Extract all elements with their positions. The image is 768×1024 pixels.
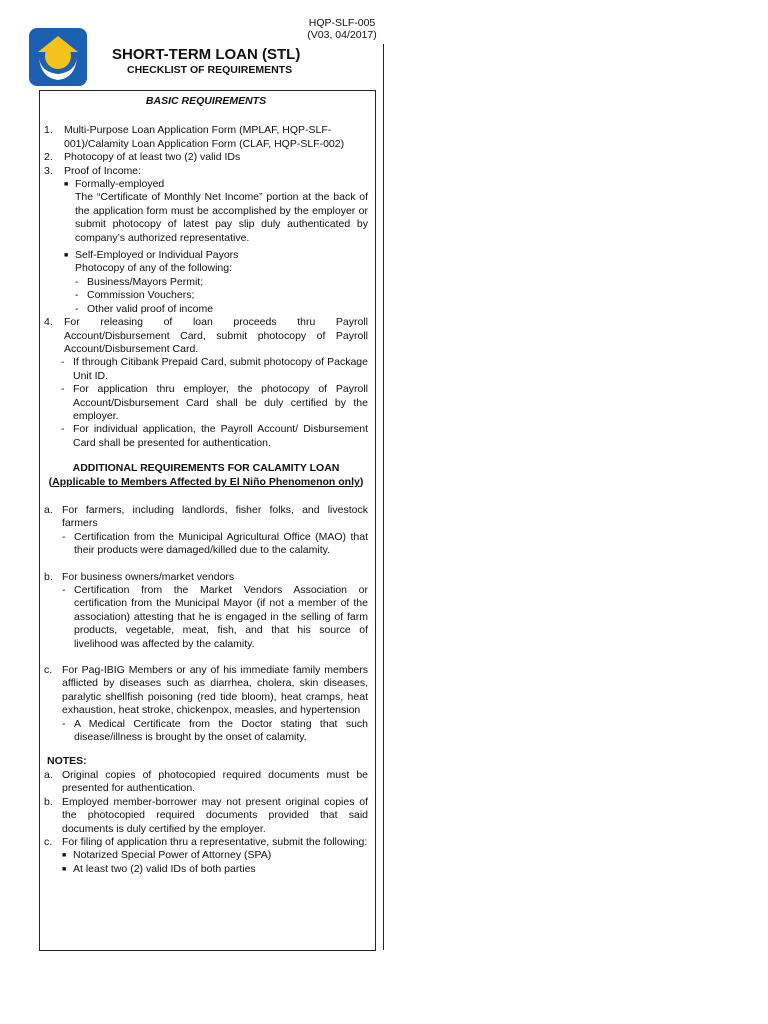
self-employed: ■ Self-Employed or Individual Payors — [64, 249, 239, 262]
list-item: - Certification from the Municipal Agricultural Office (MAO) that their products were damaged/killed due to the calamity. — [62, 530, 368, 557]
form-code-number: HQP-SLF-005 — [308, 17, 376, 29]
self-employed-text: Photocopy of any of the following: — [75, 262, 233, 275]
basic-item-3: 3. Proof of Income: — [44, 164, 142, 177]
list-item: - Other valid proof of income — [75, 302, 214, 315]
list-item: - Business/Mayors Permit; — [75, 275, 204, 288]
additional-heading: ADDITIONAL REQUIREMENTS FOR CALAMITY LOAN — [72, 462, 340, 475]
list-item: - Certification from the Market Vendors Association or certification from the Municipal Mayor (if not a member of the association) attesting that he is engaged in the selling of farm products, vegetable, meat, fish, and that his source of livelihood was affected by the calamity. — [62, 584, 368, 650]
pag-ibig-logo — [29, 28, 87, 86]
form-code — [306, 17, 378, 41]
notes-item-b: b. Employed member-borrower may not present original copies of the photocopied required documents provided that said documents is duly certified by the employer. — [44, 795, 368, 835]
additional-note: (Applicable to Members Affected by El Niño Phenomenon only) — [48, 475, 364, 488]
proof-of-income — [44, 178, 368, 316]
notes-item-c: c. For filing of application thru a representative, submit the following: — [44, 835, 368, 848]
formally-employed-text: The “Certificate of Monthly Net Income” portion at the back of the application form must be accomplished by the employer or submit photocopy of latest pay slip duly authenticated by company’s authorized representative. — [75, 191, 368, 244]
additional-item-b: b. For business owners/market vendors — [44, 570, 235, 583]
bullet-icon: ■ — [64, 252, 69, 260]
list-item: ■ At least two (2) valid IDs of both parties — [62, 862, 256, 875]
bullet-icon: ■ — [64, 181, 69, 189]
basic-item-4: 4. For releasing of loan proceeds thru Payroll Account/Disbursement Card, submit photocopy of Payroll Account/Disbursement Card. — [44, 316, 368, 355]
list-item: ■ Notarized Special Power of Attorney (SPA) — [62, 849, 272, 862]
page-subtitle: CHECKLIST OF REQUIREMENTS — [127, 64, 293, 76]
form-version: (V03, 04/2017) — [307, 29, 377, 41]
self-employed-list — [64, 276, 368, 316]
additional-item-c: c. For Pag-IBIG Members or any of his immediate family members afflicted by diseases such as diarrhea, cholera, skin diseases, paralytic shellfish poisoning (red tide bloom), heat cramps, heat exhaustion, heat stroke, chickenpox, measles, and hypertension — [44, 664, 368, 717]
list-item: - For individual application, the Payroll Account/ Disbursement Card shall be presented for authentication. — [61, 423, 368, 449]
basic-heading: BASIC REQUIREMENTS — [145, 95, 267, 107]
bullet-icon: ■ — [62, 865, 67, 873]
basic-item-2: 2. Photocopy of at least two (2) valid IDs — [44, 151, 241, 164]
list-item: - Commission Vouchers; — [75, 289, 195, 302]
checklist-content — [44, 92, 368, 876]
list-item: - A Medical Certificate from the Doctor stating that such disease/illness is brought by the onset of calamity. — [62, 717, 368, 744]
basic-item-1: 1. Multi-Purpose Loan Application Form (MPLAF, HQP-SLF-001)/Calamity Loan Application Form (CLAF, HQP-SLF-002) — [44, 124, 345, 150]
representative-list — [44, 849, 368, 876]
notes-heading: NOTES: — [47, 755, 87, 768]
basic-list — [44, 124, 368, 450]
list-item: - For application thru employer, the photocopy of Payroll Account/Disbursement Card shall be duly certified by the employer. — [61, 383, 368, 422]
notes-list — [44, 769, 368, 876]
payroll-list — [44, 356, 368, 450]
page-title: SHORT-TERM LOAN (STL) — [112, 46, 301, 63]
additional-list — [44, 504, 368, 745]
vertical-divider — [383, 44, 384, 950]
bullet-icon: ■ — [62, 852, 67, 860]
formally-employed: ■ Formally-employed — [64, 178, 165, 191]
additional-item-a: a. For farmers, including landlords, fisher folks, and livestock farmers — [44, 503, 368, 530]
notes-item-a: a. Original copies of photocopied required documents must be presented for authentication. — [44, 768, 368, 795]
list-item: - If through Citibank Prepaid Card, submit photocopy of Package Unit ID. — [61, 356, 368, 382]
